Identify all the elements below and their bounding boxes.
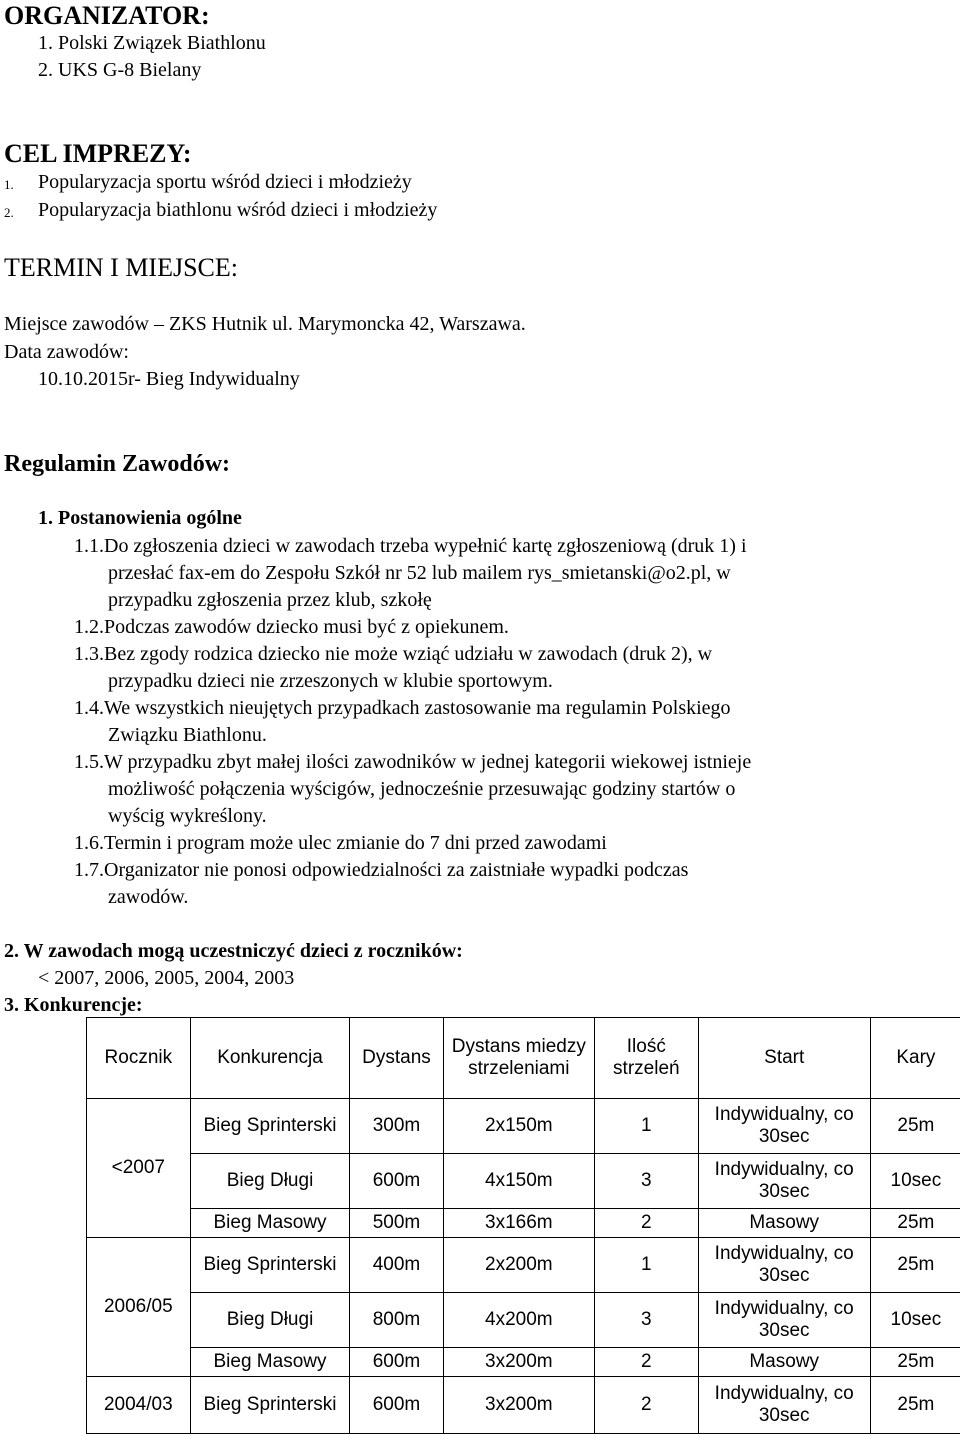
header-cell: Ilość strzeleń — [594, 1018, 698, 1099]
table-cell: 3x200m — [443, 1348, 594, 1377]
header-cell: Kary — [870, 1018, 960, 1099]
regulation-line: 1.1.Do zgłoszenia dzieci w zawodach trzeba wypełnić kartę zgłoszeniową (druk 1) i — [74, 535, 747, 557]
regulation-line: 1.3.Bez zgody rodzica dziecko nie może wziąć udziału w zawodach (druk 2), w — [74, 643, 712, 665]
section-2-value: < 2007, 2006, 2005, 2004, 2003 — [38, 967, 294, 989]
regulation-line: możliwość połączenia wyścigów, jednocześnie przesuwając godziny startów o — [108, 778, 735, 800]
table-cell: 2x200m — [443, 1238, 594, 1293]
section-3-title: 3. Konkurencje: — [4, 994, 143, 1016]
goal-item: Popularyzacja biathlonu wśród dzieci i młodzieży — [38, 199, 437, 221]
goal-item: Popularyzacja sportu wśród dzieci i młodzieży — [38, 171, 412, 193]
table-cell: 3 — [594, 1154, 698, 1209]
table-cell: 25m — [870, 1209, 960, 1238]
table-cell: 3x166m — [443, 1209, 594, 1238]
regulations-heading: Regulamin Zawodów: — [4, 451, 230, 477]
table-row — [87, 1154, 960, 1209]
regulation-line: 1.6.Termin i program może ulec zmianie do 7 dni przed zawodami — [74, 832, 607, 854]
regulation-line: zawodów. — [108, 886, 188, 908]
table-cell: 4x150m — [443, 1154, 594, 1209]
header-cell: Dystans miedzy strzeleniami — [443, 1018, 594, 1099]
table-cell: Bieg Sprinterski — [190, 1099, 350, 1154]
table-row — [87, 1293, 960, 1348]
table-row — [87, 1348, 960, 1377]
header-cell: Dystans — [350, 1018, 443, 1099]
term-heading: TERMIN I MIEJSCE: — [4, 254, 238, 283]
goal-heading: CEL IMPREZY: — [4, 140, 192, 169]
table-cell: 500m — [350, 1209, 443, 1238]
regulation-line: 1.7.Organizator nie ponosi odpowiedzialności za zaistniałe wypadki podczas — [74, 859, 688, 881]
regulation-line: Związku Biathlonu. — [108, 724, 267, 746]
date-label: Data zawodów: — [4, 341, 129, 363]
section-1-title: 1. Postanowienia ogólne — [38, 507, 242, 529]
table-cell: Indywidualny, co 30sec — [698, 1293, 870, 1348]
table-cell: 10sec — [870, 1293, 960, 1348]
regulation-line: 1.2.Podczas zawodów dziecko musi być z opiekunem. — [74, 616, 509, 638]
table-cell: 10sec — [870, 1154, 960, 1209]
table-cell: Indywidualny, co 30sec — [698, 1377, 870, 1434]
regulation-line: wyścig wykreślony. — [108, 805, 267, 827]
regulation-line: przypadku zgłoszenia przez klub, szkołę — [108, 589, 432, 611]
regulation-line: 1.4.We wszystkich nieujętych przypadkach zastosowanie ma regulamin Polskiego — [74, 697, 731, 719]
table-cell: 25m — [870, 1377, 960, 1434]
table-cell: 1 — [594, 1238, 698, 1293]
table-cell: 2 — [594, 1377, 698, 1434]
table-cell: 2 — [594, 1348, 698, 1377]
table-cell: Bieg Długi — [190, 1154, 350, 1209]
organizer-item: 1. Polski Związek Biathlonu — [38, 32, 266, 54]
table-cell: Bieg Sprinterski — [190, 1377, 350, 1434]
header-cell: Start — [698, 1018, 870, 1099]
table-cell: Bieg Masowy — [190, 1209, 350, 1238]
table-cell: Bieg Masowy — [190, 1348, 350, 1377]
regulation-line: przesłać fax-em do Zespołu Szkół nr 52 lub mailem rys_smietanski@o2.pl, w — [108, 562, 731, 584]
section-2-title: 2. W zawodach mogą uczestniczyć dzieci z roczników: — [4, 940, 463, 962]
goal-item-num: 2. — [4, 206, 14, 220]
table-cell: 2 — [594, 1209, 698, 1238]
table-cell: 25m — [870, 1099, 960, 1154]
table-cell: 4x200m — [443, 1293, 594, 1348]
rocznik-cell: 2004/03 — [87, 1377, 191, 1434]
table-cell: Indywidualny, co 30sec — [698, 1238, 870, 1293]
table-row — [87, 1099, 960, 1154]
table-cell: 600m — [350, 1377, 443, 1434]
table-cell: 3 — [594, 1293, 698, 1348]
table-header-row — [87, 1018, 960, 1099]
table-cell: Masowy — [698, 1209, 870, 1238]
table-cell: 800m — [350, 1293, 443, 1348]
table-cell: 600m — [350, 1348, 443, 1377]
table-cell: Indywidualny, co 30sec — [698, 1099, 870, 1154]
table-cell: 400m — [350, 1238, 443, 1293]
table-row — [87, 1238, 960, 1293]
place-line: Miejsce zawodów – ZKS Hutnik ul. Marymoncka 42, Warszawa. — [4, 313, 526, 335]
organizer-item: 2. UKS G-8 Bielany — [38, 59, 201, 81]
rocznik-cell: 2006/05 — [87, 1238, 191, 1377]
table-cell: 3x200m — [443, 1377, 594, 1434]
table-row — [87, 1209, 960, 1238]
table-cell: 25m — [870, 1238, 960, 1293]
rocznik-cell: <2007 — [87, 1099, 191, 1238]
goal-item-num: 1. — [4, 178, 14, 192]
table-cell: 2x150m — [443, 1099, 594, 1154]
organizer-heading: ORGANIZATOR: — [4, 2, 210, 31]
table-cell: Bieg Długi — [190, 1293, 350, 1348]
competitions-table — [86, 1017, 960, 1434]
table-cell: 600m — [350, 1154, 443, 1209]
date-value: 10.10.2015r- Bieg Indywidualny — [38, 368, 300, 390]
table-cell: Indywidualny, co 30sec — [698, 1154, 870, 1209]
regulation-line: 1.5.W przypadku zbyt małej ilości zawodników w jednej kategorii wiekowej istnieje — [74, 751, 751, 773]
table-cell: Bieg Sprinterski — [190, 1238, 350, 1293]
table-cell: 1 — [594, 1099, 698, 1154]
header-cell: Konkurencja — [190, 1018, 350, 1099]
table-cell: 25m — [870, 1348, 960, 1377]
table-cell: Masowy — [698, 1348, 870, 1377]
table-row — [87, 1377, 960, 1434]
table-cell: 300m — [350, 1099, 443, 1154]
header-cell: Rocznik — [87, 1018, 191, 1099]
regulation-line: przypadku dzieci nie zrzeszonych w klubie sportowym. — [108, 670, 553, 692]
